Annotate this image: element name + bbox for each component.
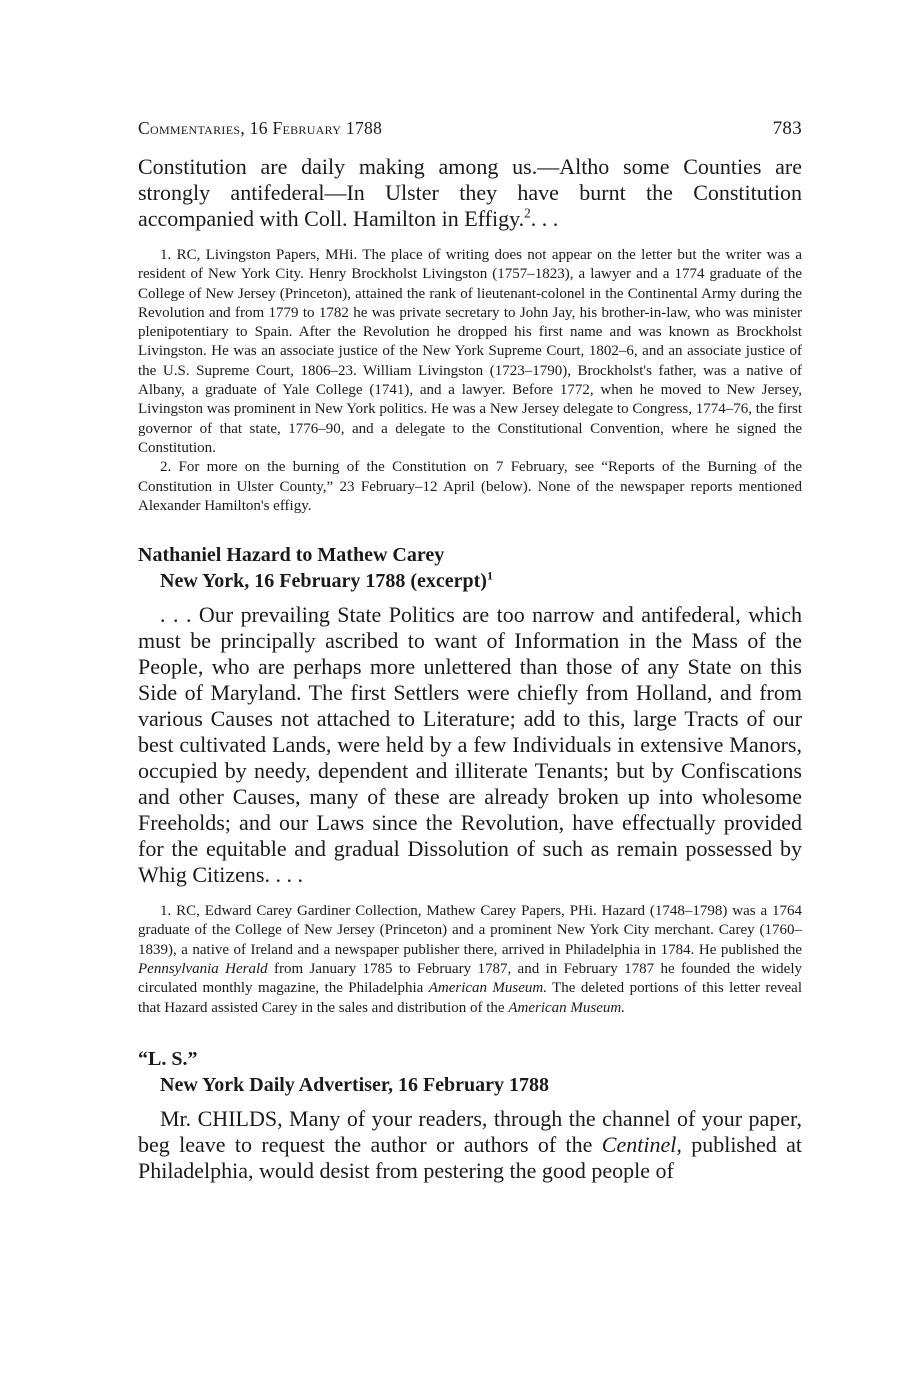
running-head-title: Commentaries, 16 February 1788: [138, 118, 383, 138]
footnote-ref: 1: [486, 568, 493, 583]
note-text: The deleted portions of this letter reveal that Hazard assisted Carey in the sales and distribution of the: [138, 980, 802, 1016]
section-heading: Nathaniel Hazard to Mathew Carey: [138, 544, 445, 567]
footnote-ref: 2: [524, 205, 531, 221]
section-ls-advertiser: [138, 1046, 802, 1184]
footnote-1: [138, 902, 802, 1018]
document-page: [138, 118, 802, 1184]
footnotes-section-1: [138, 246, 802, 516]
page-number: 783: [772, 118, 802, 139]
subheading-text: New York, 16 February 1788 (excerpt): [160, 570, 487, 593]
running-head: [138, 118, 802, 140]
paragraph-italic-title: Centinel,: [601, 1131, 682, 1157]
footnote-2: 2. For more on the burning of the Constitution on 7 February, see “Reports of the Burning of the Constitution in Ulster County,” 23 February–12 April (below). None of the newspaper reports mentioned Alexander Hamilton's effigy.: [138, 459, 802, 514]
letter-continuation-paragraph: [138, 154, 802, 232]
footnotes-section-2: [138, 902, 802, 1018]
letter-excerpt-paragraph: . . . Our prevailing State Politics are too narrow and antifederal, which must be principally ascribed to want of Information in the Mass of the People, who are perhaps more unlettered than those of any State on this Side of Maryland. The first Settlers were chiefly from Holland, and from various Causes not attached to Literature; add to this, large Tracts of our best cultivated Lands, were held by a few Individuals in extensive Manors, occupied by needy, dependent and illiterate Tenants; but by Confiscations and other Causes, many of these are already broken up into wholesome Freeholds; and our Laws since the Revolution, have effectually provided for the equitable and gradual Dissolution of such as remain possessed by Whig Citizens. . . .: [138, 602, 802, 888]
note-italic-title: American Museum.: [428, 980, 547, 997]
section-subheading: New York Daily Advertiser, 16 February 1788: [160, 1073, 550, 1096]
article-paragraph: [138, 1106, 802, 1184]
note-text: from January 1785 to February 1787, and in February 1787 he founded the widely circulated monthly magazine, the Philadelphia: [138, 961, 802, 997]
footnote-1: 1. RC, Livingston Papers, MHi. The place of writing does not appear on the letter but the writer was a resident of New York City. Henry Brockholst Livingston (1757–1823), a lawyer and a 1774 graduate of the College of New Jersey (Princeton), attained the rank of lieutenant-colonel in the Continental Army during the Revolution and from 1779 to 1782 he was private secretary to John Jay, his brother-in-law, who was minister plenipotentiary to Spain. After the Revolution he dropped his first name and was known as Brockholst Livingston. He was an associate justice of the New York Supreme Court, 1802–6, and an associate justice of the U.S. Supreme Court, 1806–23. William Livingston (1723–1790), Brockholst's father, was a native of Albany, a graduate of Yale College (1741), and a lawyer. Before 1772, when he moved to New Jersey, Livingston was prominent in New York politics. He was a New Jersey delegate to Congress, 1774–76, the first governor of that state, 1776–90, and a delegate to the Constitutional Convention, where he signed the Constitution.: [138, 247, 802, 456]
paragraph-text: published at Philadelphia, would desist from pestering the good people of: [138, 1131, 802, 1183]
section-subheading: [138, 568, 802, 594]
note-italic-title: Pennsylvania Herald: [138, 961, 268, 978]
paragraph-text: Constitution are daily making among us.—Altho some Counties are strongly antifederal—In Ulster they have burnt the Constitution accompanied with Coll. Hamilton in Effigy.: [138, 154, 802, 231]
section-hazard-letter: [138, 542, 802, 1018]
note-text: 1. RC, Edward Carey Gardiner Collection, Mathew Carey Papers, PHi. Hazard (1748–1798) was a 1764 graduate of the College of New Jersey (Princeton) and a prominent New York City merchant. Carey (1760–1839), a native of Ireland and a newspaper publisher there, arrived in Philadelphia in 1784. He published the: [138, 903, 802, 958]
paragraph-ellipsis: . . .: [530, 206, 559, 231]
paragraph-text: Mr. CHILDS, Many of your readers, through the channel of your paper, beg leave to request the author or authors of the: [138, 1105, 802, 1157]
section-heading: “L. S.”: [138, 1047, 198, 1070]
note-italic-title: American Museum.: [508, 999, 625, 1016]
